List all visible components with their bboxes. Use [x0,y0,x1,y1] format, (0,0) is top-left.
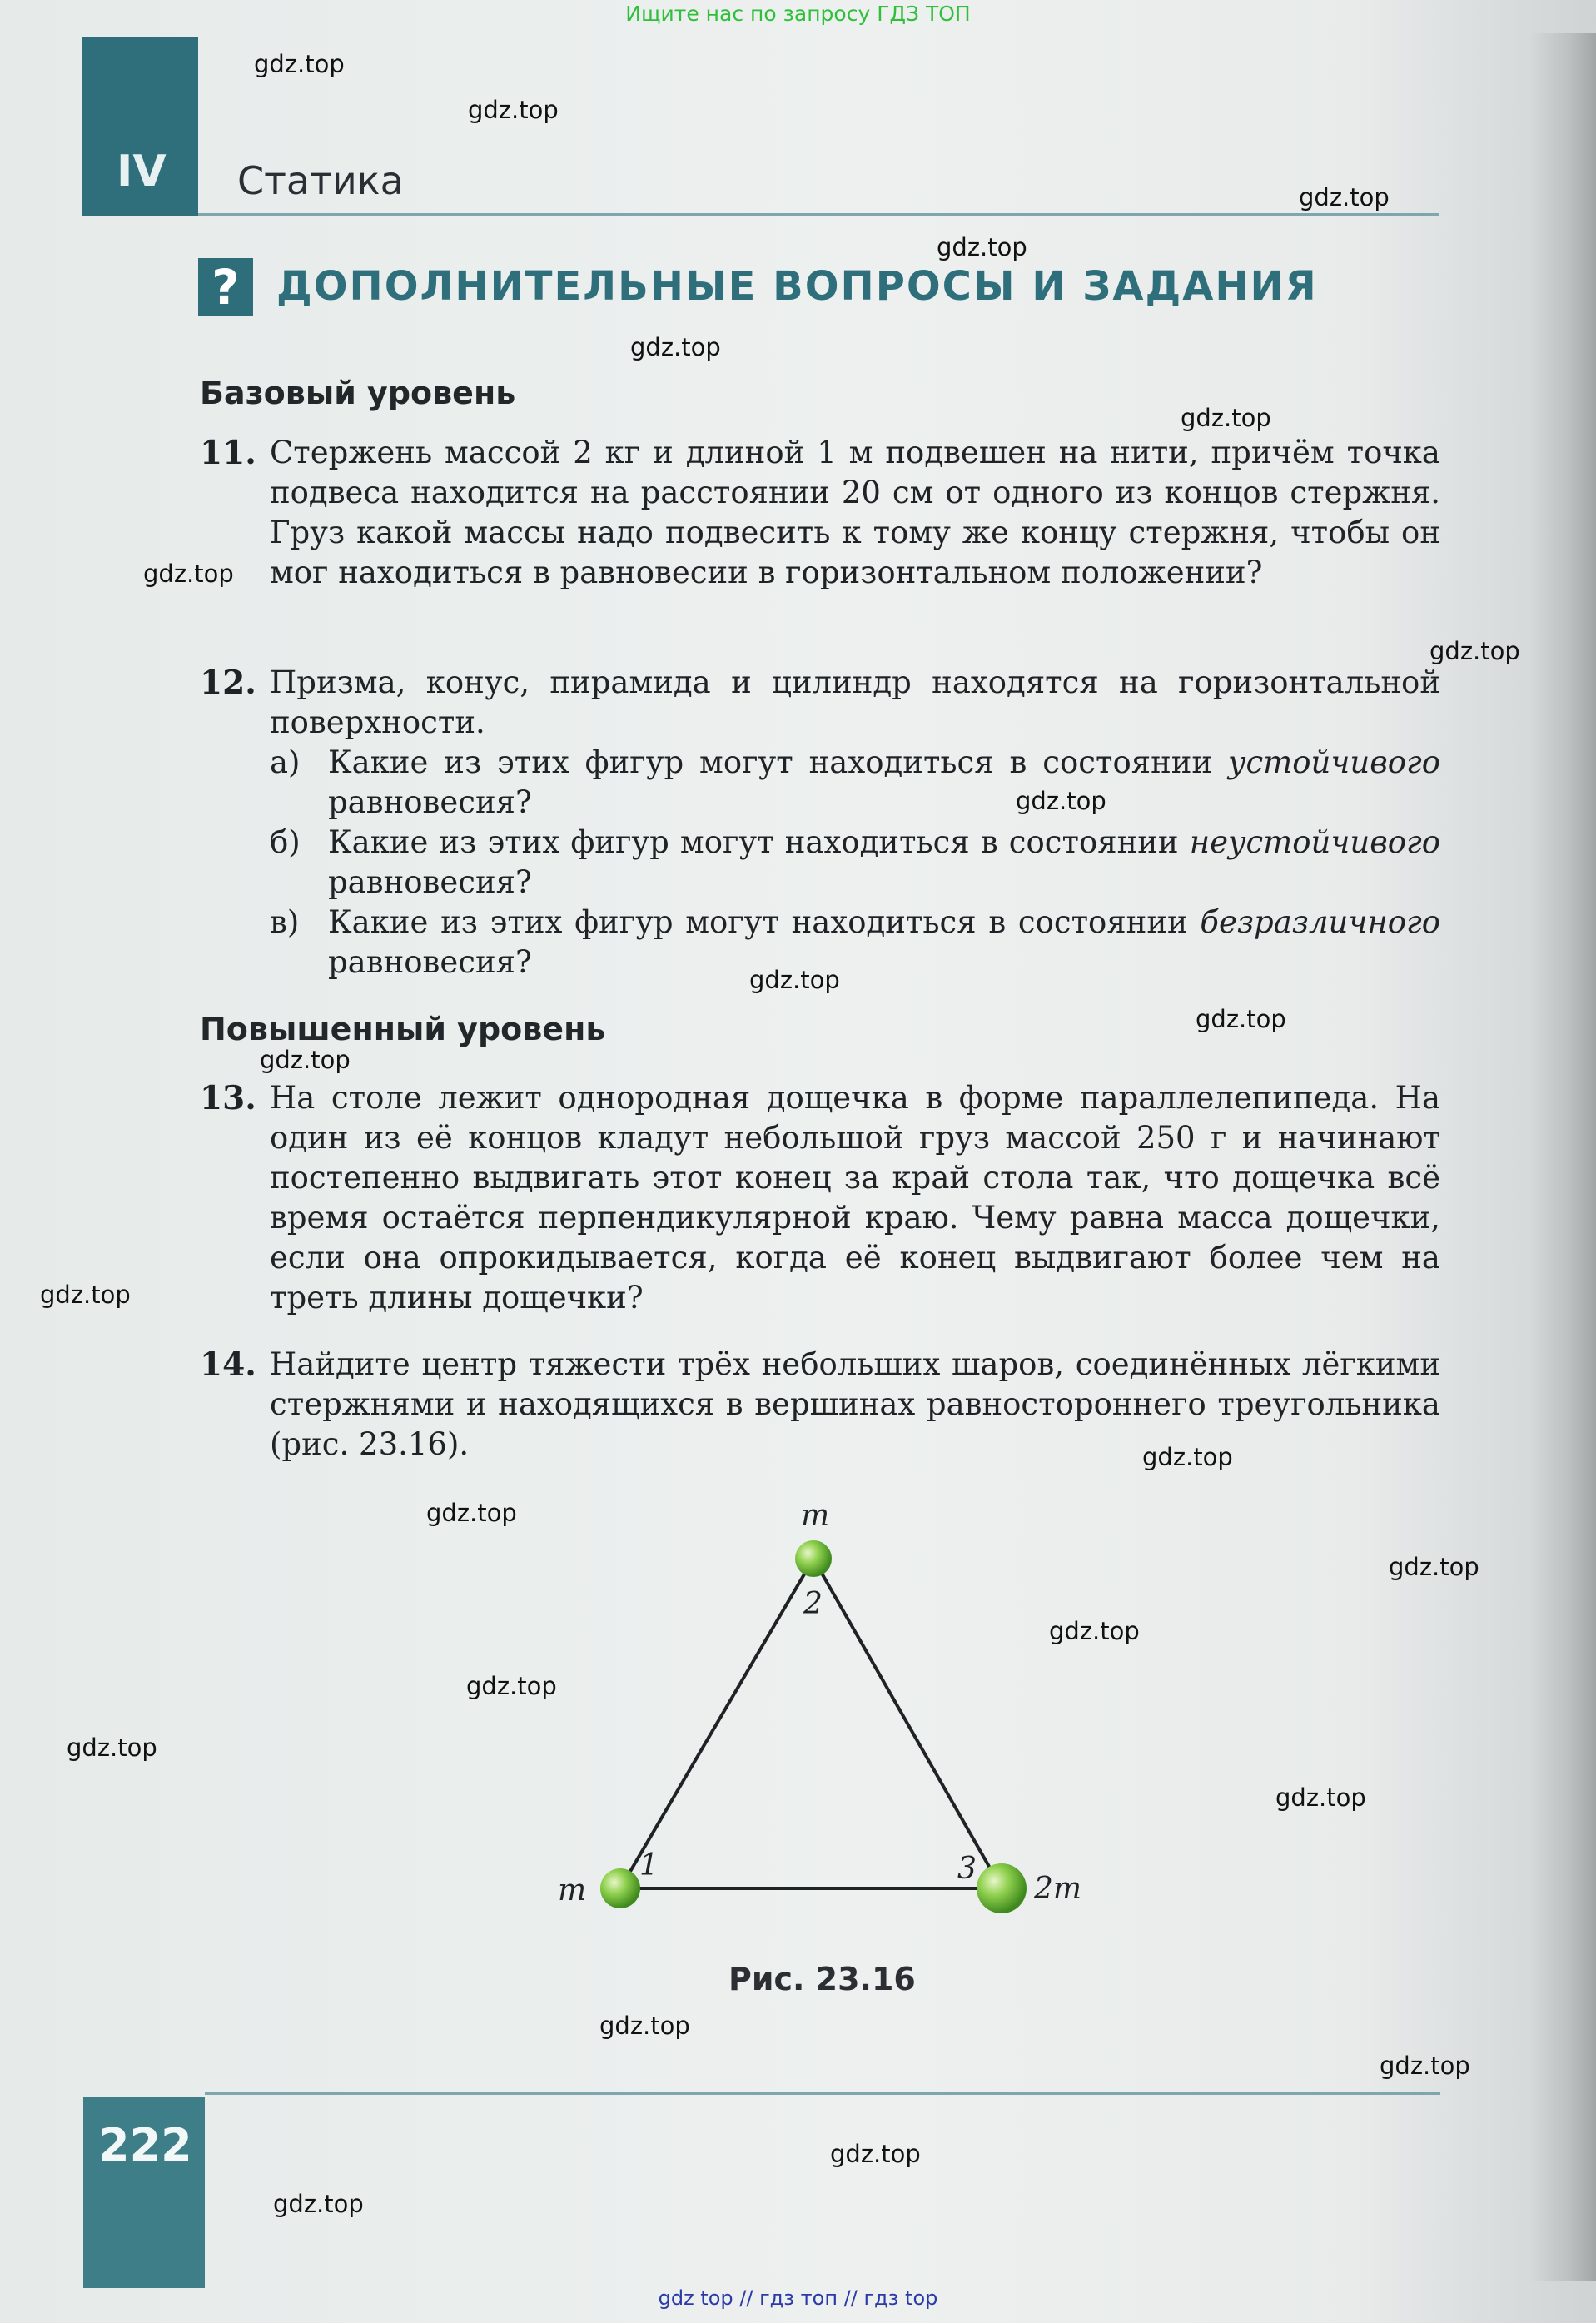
watermark: gdz.top [426,1499,517,1527]
subtask-letter: в) [270,904,300,940]
watermark: gdz.top [1016,787,1106,815]
footer-rule [205,2092,1440,2095]
watermark: gdz.top [468,96,559,124]
ball-left [600,1868,640,1908]
watermark: gdz.top [254,50,345,78]
subtask-tail: равновесия? [328,864,532,900]
section-title: ДОПОЛНИТЕЛЬНЫЕ ВОПРОСЫ И ЗАДАНИЯ [276,263,1318,310]
level-advanced: Повышенный уровень [200,1011,606,1047]
task-text: На столе лежит однородная дощечка в форме параллелепипеда. На один из её концов кладут небольшой груз массой 250 г и начинают постепенно выдвигать этот конец за край стола так, что дощечка всё время остаётся перпендикулярной краю. Чему равна масса дощечки, если она опрокидывается, когда её конец выдвигают более чем на треть длины дощечки? [270,1080,1440,1316]
ball-top [795,1540,832,1577]
ball-right [977,1863,1027,1913]
watermark: gdz.top [1181,404,1271,432]
watermark: gdz.top [273,2190,364,2218]
question-icon: ? [198,258,253,316]
subtask-emphasis: безразличного [1200,904,1440,940]
task-14 [200,1345,1440,1465]
task-13 [200,1078,1440,1318]
mass-left-label: m [558,1873,587,1908]
subtask-text: Какие из этих фигур могут находиться в состоянии [328,904,1201,940]
task-number: 14. [200,1346,256,1384]
watermark: gdz.top [830,2140,921,2168]
subtask-emphasis: неустойчивого [1189,824,1440,860]
task-11 [200,433,1440,593]
task-12 [200,663,1440,982]
watermark: gdz.top [1142,1443,1233,1471]
task-text: Найдите центр тяжести трёх небольших шаров, соединённых лёгкими стержнями и находящихся в вершинах равностороннего треугольника (рис. 23.16). [270,1346,1440,1462]
bottom-banner[interactable]: gdz top // гдз топ // гдз top [658,2286,938,2310]
task-number: 11. [200,434,256,472]
subtask-emphasis: устойчивого [1227,744,1440,780]
mass-right-label: 2m [1034,1872,1082,1906]
watermark: gdz.top [260,1046,351,1074]
watermark: gdz.top [67,1734,157,1762]
chapter-number: IV [117,147,167,196]
top-banner[interactable]: Ищите нас по запросу ГДЗ ТОП [625,2,971,26]
watermark: gdz.top [1389,1553,1479,1581]
subtask-letter: а) [270,744,301,780]
subtask-tail: равновесия? [328,944,532,980]
index-right-label: 3 [957,1852,977,1886]
watermark: gdz.top [937,233,1027,261]
page-edge-shadow [1529,33,1596,2281]
figure-caption: Рис. 23.16 [728,1961,916,1997]
subtask-a [270,743,1440,823]
chapter-title: Статика [237,158,404,203]
watermark: gdz.top [1049,1617,1140,1645]
subtask-text: Какие из этих фигур могут находиться в состоянии [328,824,1190,860]
task-text: Стержень массой 2 кг и длиной 1 м подвешен на нити, причём точка подвеса находится на расстоянии 20 см от одного из концов стержня. Груз какой массы надо подвесить к тому же концу стержня, чтобы он мог находиться в равновесии в горизонтальном положении? [270,435,1440,590]
watermark: gdz.top [1275,1783,1366,1812]
level-basic: Базовый уровень [200,375,516,411]
watermark: gdz.top [40,1281,131,1309]
watermark: gdz.top [466,1672,557,1700]
index-left-label: 1 [639,1848,659,1883]
watermark: gdz.top [1380,2052,1470,2080]
watermark: gdz.top [143,560,234,588]
subtask-b [270,823,1440,903]
watermark: gdz.top [1196,1005,1286,1033]
triangle-figure [516,1490,1099,1908]
header-rule [198,213,1439,216]
subtask-letter: б) [270,824,301,860]
watermark: gdz.top [749,966,840,994]
watermark: gdz.top [599,2012,690,2040]
page-number: 222 [98,2119,192,2171]
mass-top-label: m [801,1499,830,1533]
task-number: 13. [200,1079,256,1117]
rod-top-right [813,1559,1002,1888]
watermark: gdz.top [1429,637,1520,665]
subtask-text: Какие из этих фигур могут находиться в состоянии [328,744,1228,780]
task-number: 12. [200,664,256,702]
subtask-tail: равновесия? [328,784,532,820]
watermark: gdz.top [630,333,721,361]
subtask-c [270,903,1440,982]
index-top-label: 2 [803,1587,823,1621]
task-text: Призма, конус, пирамида и цилиндр находятся на горизонтальной поверхности. [270,664,1440,740]
rod-top-left [620,1559,813,1888]
watermark: gdz.top [1299,183,1390,211]
